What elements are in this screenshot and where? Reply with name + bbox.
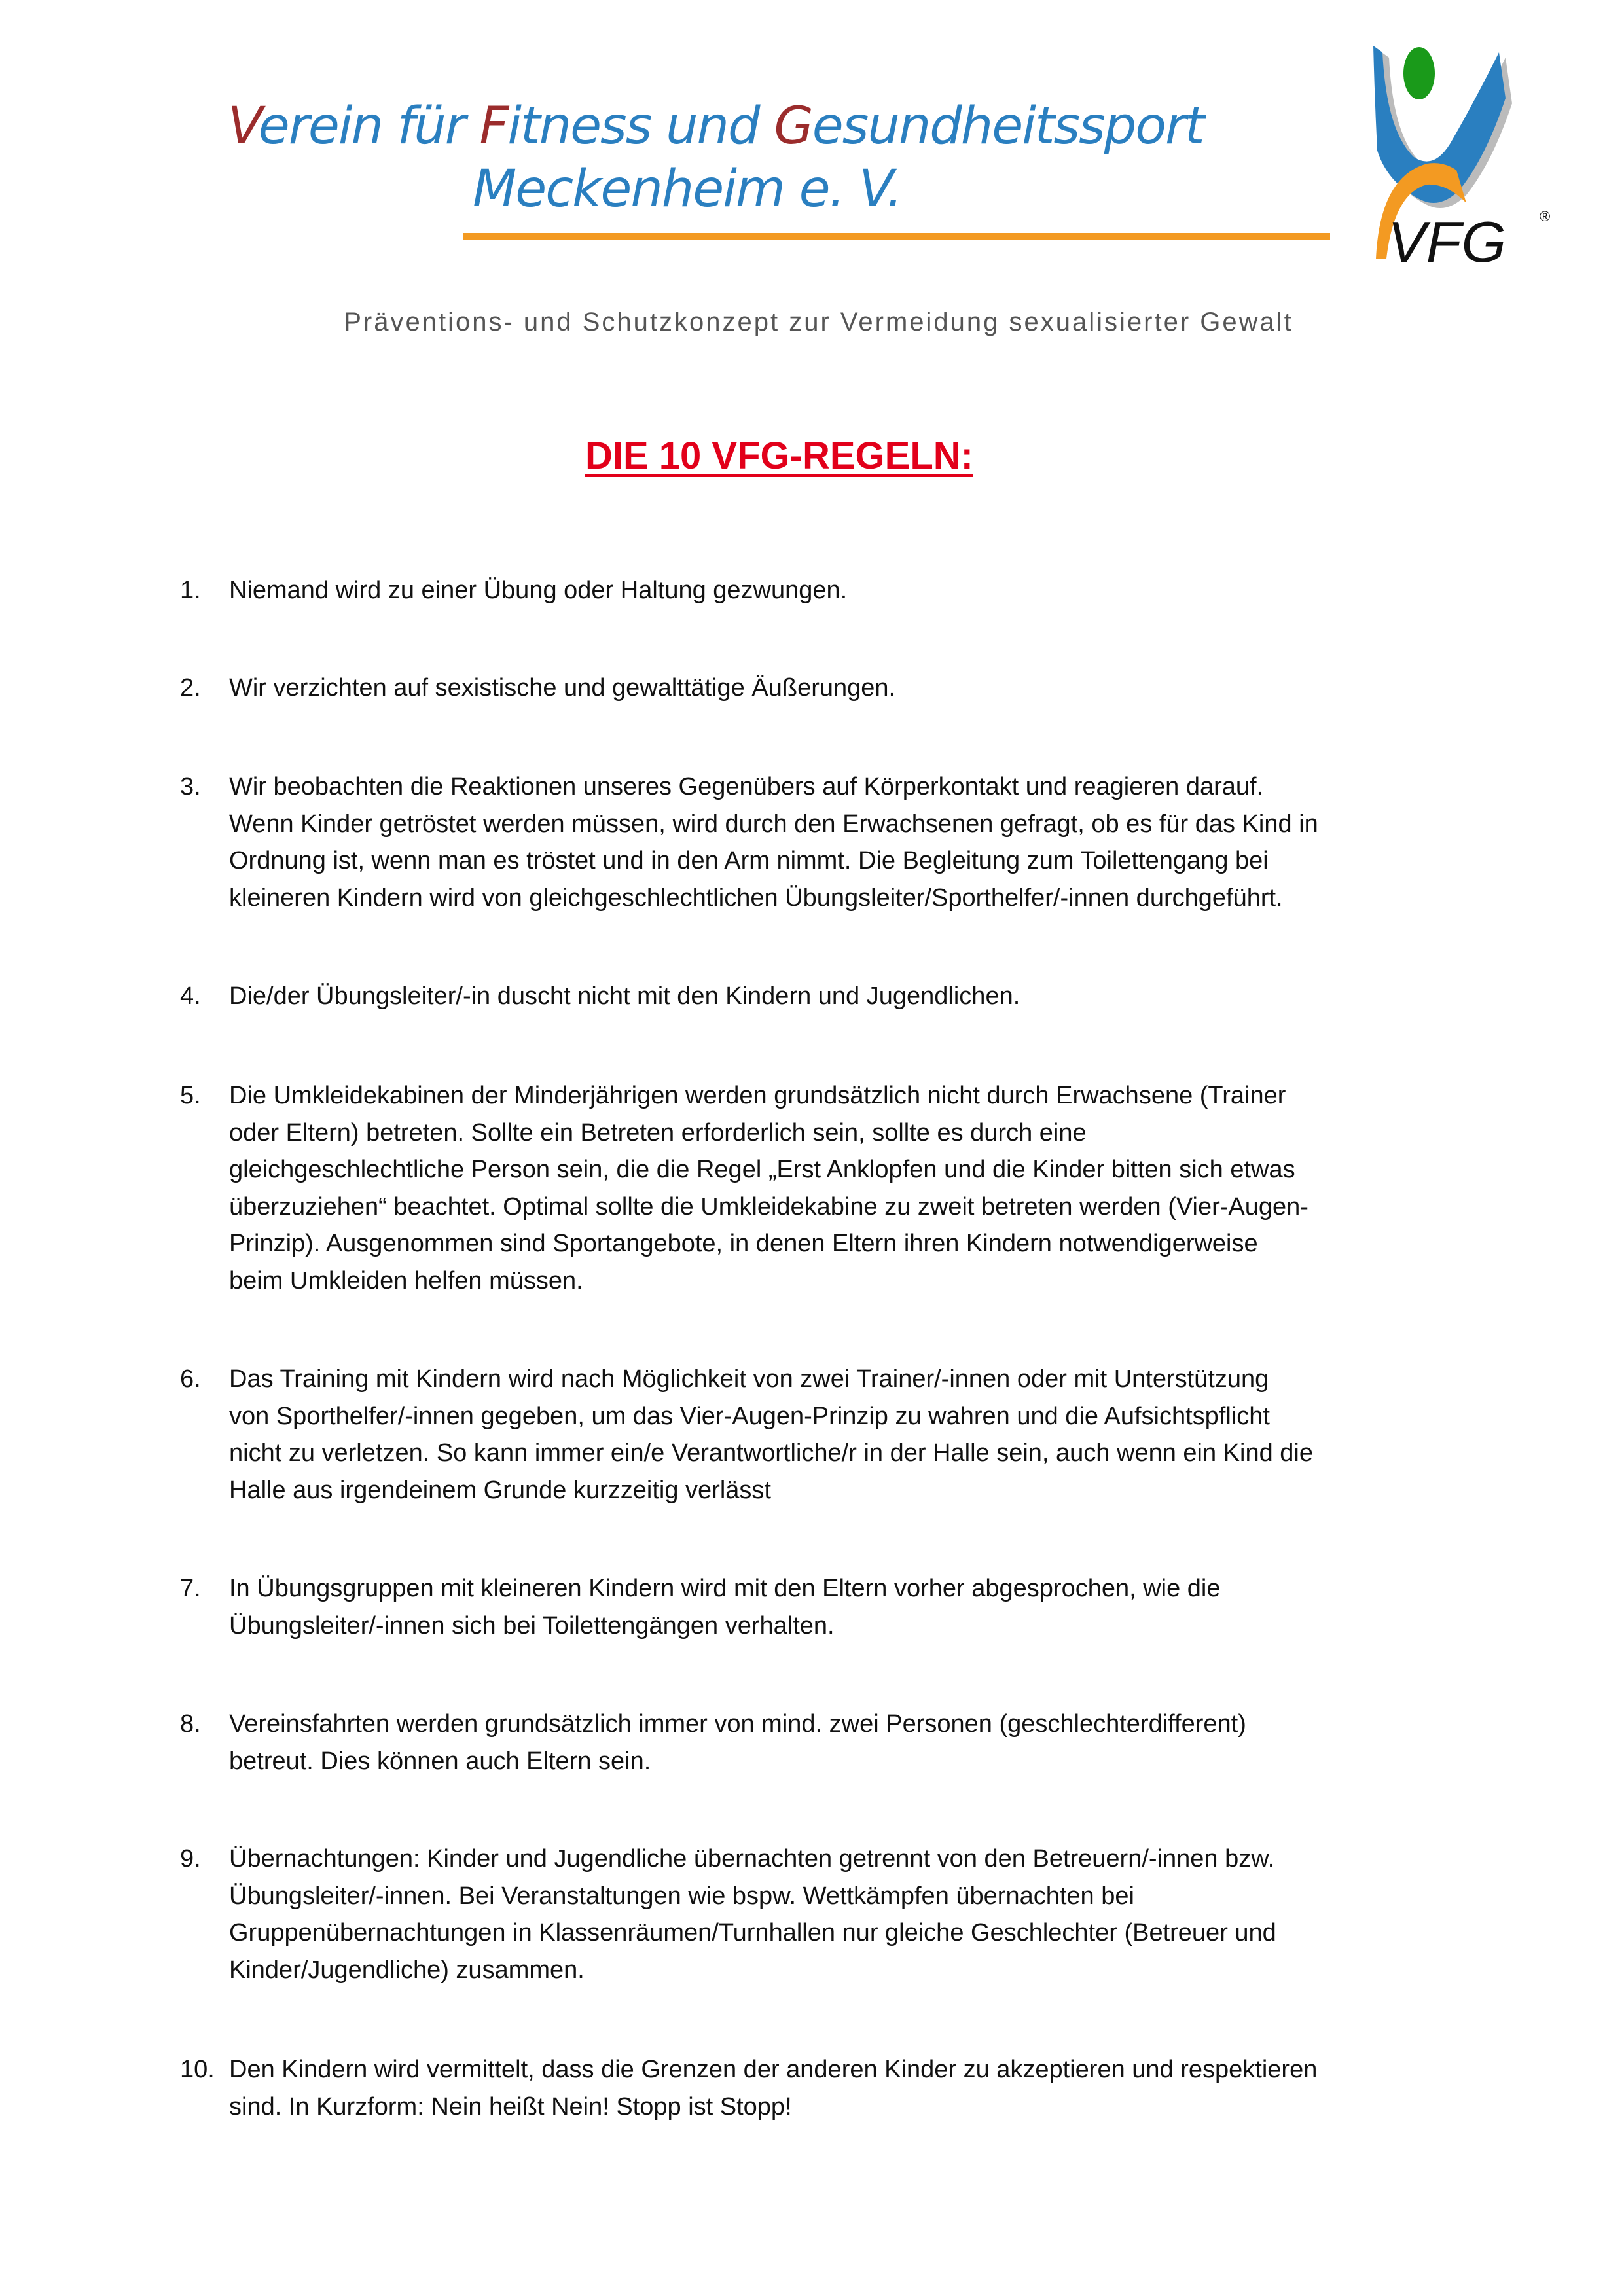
rule-text-line: Vereinsfahrten werden grundsätzlich immer von mind. zwei Personen (geschlechterdifferent)	[229, 1710, 1246, 1738]
rule-text-line: Übernachtungen: Kinder und Jugendliche übernachten getrennt von den Betreuern/-innen bzw.	[229, 1845, 1275, 1873]
rule-text-line: Wenn Kinder getröstet werden müssen, wird durch den Erwachsenen gefragt, ob es für das Kind in	[229, 810, 1318, 838]
rule-number: 10.	[180, 2056, 215, 2083]
page-heading: DIE 10 VFG-REGELN:	[585, 435, 973, 477]
rule-text-line: Die Umkleidekabinen der Minderjährigen werden grundsätzlich nicht durch Erwachsene (Trainer	[229, 1082, 1286, 1109]
rule-number: 9.	[180, 1845, 201, 1873]
rule-text-line: Halle aus irgendeinem Grunde kurzzeitig verlässt	[229, 1476, 771, 1504]
rule-text-line: Übungsleiter/-innen. Bei Veranstaltungen wie bspw. Wettkämpfen übernachten bei	[229, 1882, 1134, 1910]
rule-text-line: beim Umkleiden helfen müssen.	[229, 1266, 583, 1295]
rule-text-line: von Sporthelfer/-innen gegeben, um das Vier-Augen-Prinzip zu wahren und die Aufsichtspflicht	[229, 1402, 1270, 1430]
title-text: erein für	[258, 97, 480, 156]
rule-text-line: In Übungsgruppen mit kleineren Kindern wird mit den Eltern vorher abgesprochen, wie die	[229, 1575, 1221, 1602]
rule-text-line: überzuziehen“ beachtet. Optimal sollte die Umkleidekabine zu zweit betreten werden (Vier-Augen-	[229, 1193, 1308, 1221]
rule-number: 8.	[180, 1710, 201, 1738]
club-name-line1	[228, 97, 1204, 156]
rule-text-line: Ordnung ist, wenn man es tröstet und in den Arm nimmt. Die Begleitung zum Toilettengang bei	[229, 847, 1269, 874]
rule-text-line: Niemand wird zu einer Übung oder Haltung gezwungen.	[229, 577, 848, 604]
rule-text-line: Wir beobachten die Reaktionen unseres Gegenübers auf Körperkontakt und reagieren darauf.	[229, 773, 1264, 800]
rule-number: 5.	[180, 1082, 201, 1109]
document-subtitle: Präventions- und Schutzkonzept zur Vermeidung sexualisierter Gewalt	[344, 308, 1293, 336]
logo-text: VFG	[1388, 209, 1506, 272]
rule-number: 3.	[180, 773, 201, 800]
rule-number: 7.	[180, 1575, 201, 1602]
rule-number: 2.	[180, 674, 201, 702]
rule-number: 4.	[180, 982, 201, 1010]
rule-text-line: Den Kindern wird vermittelt, dass die Grenzen der anderen Kinder zu akzeptieren und respektieren	[229, 2056, 1318, 2083]
title-text: itness und	[507, 97, 774, 156]
rule-text-line: Kinder/Jugendliche) zusammen.	[229, 1956, 585, 1984]
rule-text-line: sind. In Kurzform: Nein heißt Nein! Stopp ist Stopp!	[229, 2092, 792, 2121]
rule-number: 1.	[180, 577, 201, 604]
rule-text-line: Die/der Übungsleiter/-in duscht nicht mit den Kindern und Jugendlichen.	[229, 982, 1020, 1010]
rule-text-line: betreut. Dies können auch Eltern sein.	[229, 1747, 651, 1775]
title-initial: V	[228, 97, 259, 156]
rule-text-line: oder Eltern) betreten. Sollte ein Betreten erforderlich sein, sollte es durch eine	[229, 1119, 1087, 1147]
svg-text:®: ®	[1540, 208, 1551, 224]
club-name-line2: Meckenheim e. V.	[473, 160, 902, 219]
rule-text-line: Wir verzichten auf sexistische und gewalttätige Äußerungen.	[229, 674, 896, 702]
rule-text-line: gleichgeschlechtliche Person sein, die die Regel „Erst Anklopfen und die Kinder bitten sich etwas	[229, 1156, 1295, 1183]
vfg-logo	[1368, 33, 1564, 272]
title-initial: F	[479, 97, 508, 156]
rule-text-line: kleineren Kindern wird von gleichgeschlechtlichen Übungsleiter/Sporthelfer/-innen durchgeführt.	[229, 884, 1283, 912]
rule-text-line: Gruppenübernachtungen in Klassenräumen/Turnhallen nur gleiche Geschlechter (Betreuer und	[229, 1919, 1276, 1946]
rule-text-line: Prinzip). Ausgenommen sind Sportangebote, in denen Eltern ihren Kindern notwendigerweise	[229, 1230, 1258, 1257]
rule-text-line: nicht zu verletzen. So kann immer ein/e Verantwortliche/r in der Halle sein, auch wenn ein Kind die	[229, 1439, 1313, 1467]
rule-text-line: Übungsleiter/-innen sich bei Toilettengängen verhalten.	[229, 1611, 835, 1640]
orange-divider	[463, 233, 1330, 240]
title-initial: G	[774, 97, 812, 156]
title-text: esundheitssport	[812, 97, 1204, 156]
rule-text-line: Das Training mit Kindern wird nach Möglichkeit von zwei Trainer/-innen oder mit Unterstützung	[229, 1365, 1269, 1393]
rule-number: 6.	[180, 1365, 201, 1393]
